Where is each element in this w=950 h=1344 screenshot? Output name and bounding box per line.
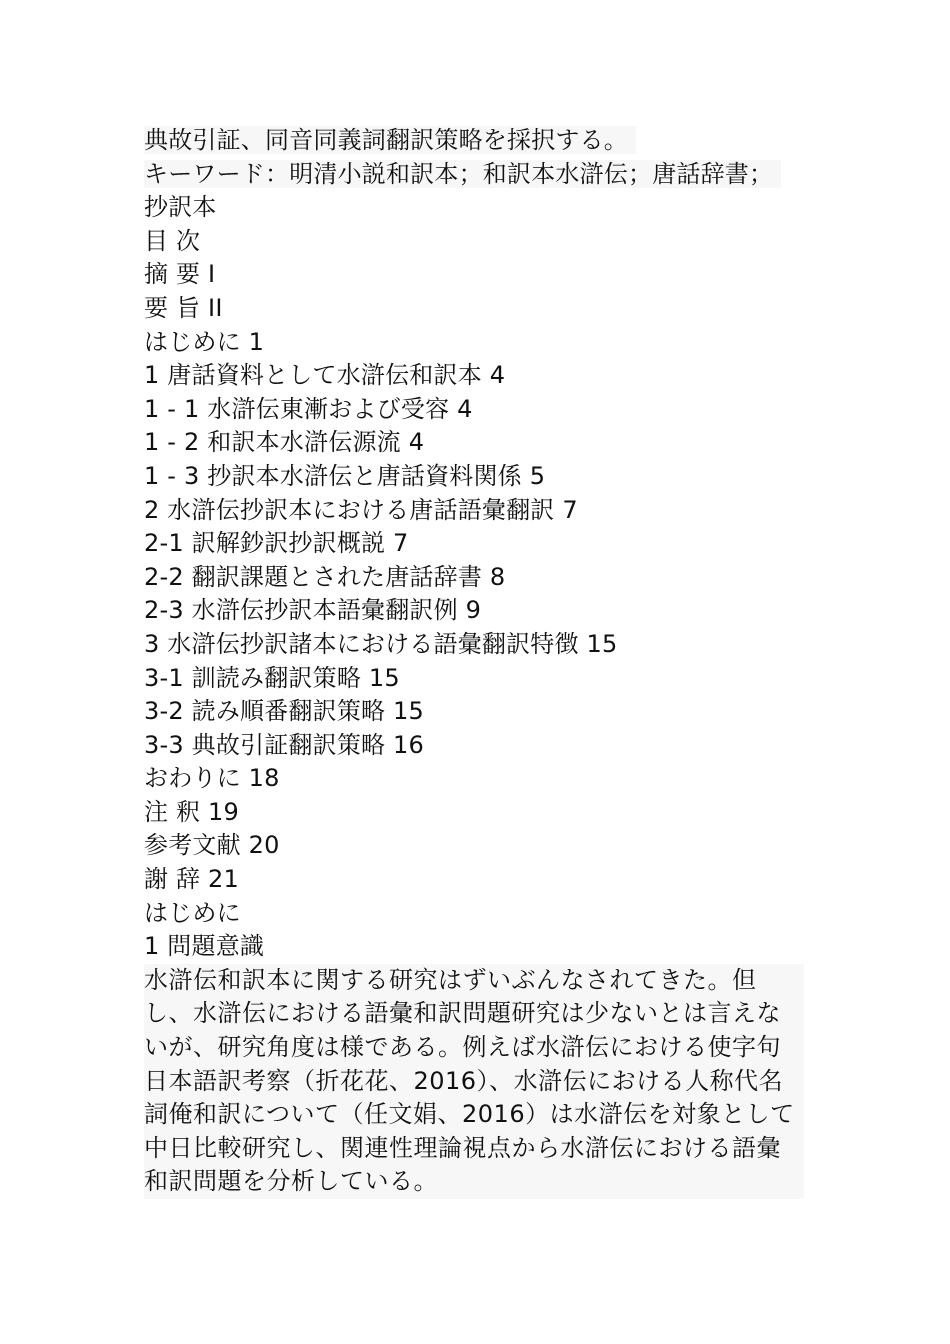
toc-entry: 3-1 訓読み翻訳策略 15 bbox=[144, 663, 400, 692]
toc-entry: 摘 要 I bbox=[144, 260, 216, 289]
abstract-tail-text: 典故引証、同音同義詞翻訳策略を採択する。 bbox=[144, 126, 636, 154]
body-paragraph: 水滸伝和訳本に関する研究はずいぶんなされてきた。但し、水滸伝における語彙和訳問題研究は少ないとは言えないが、研究角度は様である。例えば水滸伝における使字句日本語訳考察（折花花、2016）、水滸伝における人称代名詞俺和訳について（任文娟、2016）は水滸伝を対象として中日比較研究し、関連性理論視点から水滸伝における語彙和訳問題を分析している。 bbox=[144, 964, 804, 1199]
toc-entry: 2-1 訳解鈔訳抄訳概説 7 bbox=[144, 529, 409, 558]
keywords-text: キーワード：明清小説和訳本；和訳本水滸伝；唐話辞書； bbox=[144, 160, 781, 188]
toc-entry: 3 水滸伝抄訳諸本における語彙翻訳特徴 15 bbox=[144, 629, 618, 658]
toc-entry: 2-2 翻訳課題とされた唐話辞書 8 bbox=[144, 562, 506, 591]
toc-entry: 注 釈 19 bbox=[144, 797, 239, 826]
keywords-line bbox=[144, 158, 814, 192]
toc-entry: 3-2 読み順番翻訳策略 15 bbox=[144, 697, 424, 726]
toc-entry: 1 唐話資料として水滸伝和訳本 4 bbox=[144, 361, 506, 390]
toc-entry: 参考文献 20 bbox=[144, 831, 280, 860]
toc-entry: 2-3 水滸伝抄訳本語彙翻訳例 9 bbox=[144, 596, 482, 625]
subsection-heading: 1 問題意識 bbox=[144, 932, 265, 961]
document-page bbox=[144, 124, 814, 1199]
keywords-continuation: 抄訳本 bbox=[144, 193, 217, 222]
toc-list bbox=[144, 258, 814, 896]
toc-title: 目 次 bbox=[144, 226, 201, 255]
abstract-tail-line bbox=[144, 124, 814, 158]
toc-entry: 謝 辞 21 bbox=[144, 865, 239, 894]
toc-entry: 2 水滸伝抄訳本における唐話語彙翻訳 7 bbox=[144, 495, 578, 524]
toc-entry: はじめに 1 bbox=[144, 327, 265, 356]
toc-entry: 1 - 2 和訳本水滸伝源流 4 bbox=[144, 428, 425, 457]
toc-entry: おわりに 18 bbox=[144, 764, 280, 793]
toc-entry: 1 - 1 水滸伝東漸および受容 4 bbox=[144, 394, 473, 423]
toc-entry: 3-3 典故引証翻訳策略 16 bbox=[144, 730, 424, 759]
section-heading: はじめに bbox=[144, 898, 241, 927]
toc-entry: 要 旨 II bbox=[144, 293, 223, 322]
toc-entry: 1 - 3 抄訳本水滸伝と唐話資料関係 5 bbox=[144, 461, 546, 490]
